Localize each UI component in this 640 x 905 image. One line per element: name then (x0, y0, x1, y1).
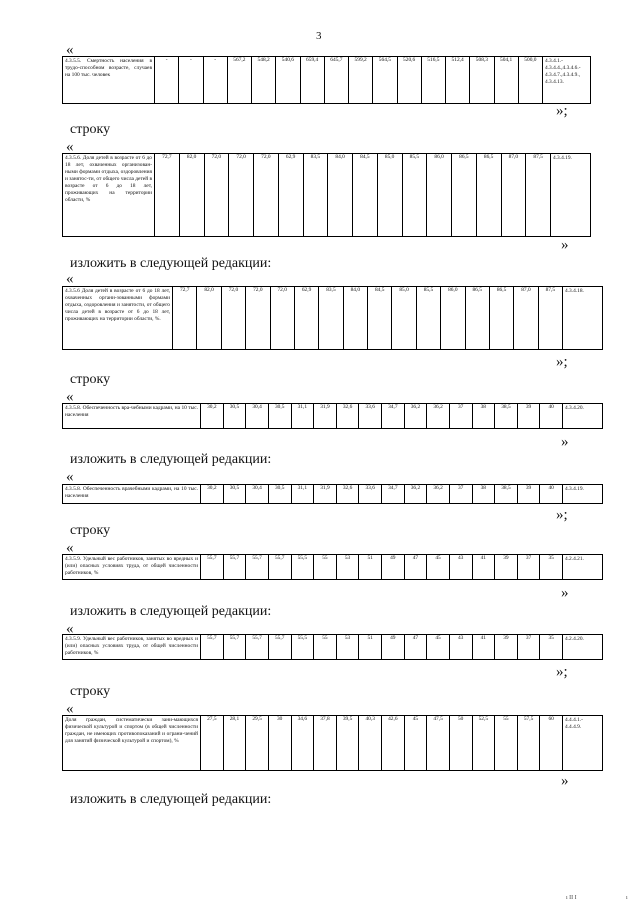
open-quote: « (66, 621, 74, 637)
indicator-value: 27,5 (201, 716, 224, 771)
indicator-value: 36,2 (427, 485, 450, 504)
indicator-value: 37 (517, 635, 540, 660)
indicator-value: 37 (449, 485, 472, 504)
indicator-value: 37,8 (314, 716, 337, 771)
indicator-value: 30,5 (223, 404, 246, 429)
indicator-value: 516,5 (421, 57, 445, 104)
indicator-value: 53 (336, 635, 359, 660)
indicator-value: 85,0 (392, 287, 416, 350)
indicator-value: 28,1 (223, 716, 246, 771)
indicator-value: 45 (427, 555, 450, 580)
indicator-value: 38,5 (495, 485, 518, 504)
indicator-reference: 4.3.4.19. (551, 154, 591, 237)
indicator-value: 49 (382, 635, 405, 660)
indicator-value: 32,6 (336, 485, 359, 504)
indicator-description: 4.3.5.8. Обеспеченность врачебными кадрами, на 10 тыс. населения (63, 485, 201, 504)
indicator-value: 87,5 (526, 154, 551, 237)
indicator-value: 567,2 (227, 57, 251, 104)
indicator-value: 39 (495, 555, 518, 580)
indicator-value: 47,5 (427, 716, 450, 771)
indicator-reference: 4.3.4.19. (563, 485, 603, 504)
close-quote: »; (556, 354, 568, 370)
caption-izlozhit: изложить в следующей редакции: (70, 792, 272, 807)
indicator-value: 62,9 (294, 287, 318, 350)
indicator-value: 30,4 (246, 485, 269, 504)
indicator-value: 512,4 (446, 57, 470, 104)
indicator-value: - (179, 57, 203, 104)
indicator-value: 72,7 (155, 154, 180, 237)
open-quote: « (66, 139, 74, 155)
indicator-value: 55,7 (268, 555, 291, 580)
indicator-value: 87,0 (514, 287, 538, 350)
footer-mark: ı II I (566, 895, 577, 901)
indicator-value: 30,5 (268, 485, 291, 504)
indicator-value: 504,1 (494, 57, 518, 104)
indicator-value: 86,5 (489, 287, 513, 350)
indicator-value: 47 (404, 635, 427, 660)
caption-stroku: строку (70, 523, 111, 538)
indicator-value: 30 (268, 716, 291, 771)
indicator-value: 508,3 (470, 57, 494, 104)
indicator-value: 33,6 (359, 485, 382, 504)
indicator-value: 72,0 (270, 287, 294, 350)
indicator-value: - (203, 57, 227, 104)
indicator-value: 55 (314, 555, 337, 580)
indicator-value: 39,5 (336, 716, 359, 771)
caption-stroku: строку (70, 122, 111, 137)
indicator-description: 4.3.5.5. Смертность населения в трудо-способном возрасте, случаев на 100 тыс. человек (63, 57, 155, 104)
indicator-table-3 (62, 286, 603, 350)
indicator-value: 86,5 (465, 287, 489, 350)
caption-izlozhit: изложить в следующей редакции: (70, 452, 272, 467)
indicator-value: 645,7 (324, 57, 348, 104)
table-row (63, 485, 603, 504)
table-row (63, 635, 603, 660)
indicator-value: 50 (449, 716, 472, 771)
indicator-value: 45 (427, 635, 450, 660)
indicator-table-4 (62, 403, 603, 429)
caption-stroku: строку (70, 372, 111, 387)
indicator-value: 548,2 (252, 57, 276, 104)
indicator-reference: 4.4.4.1.- 4.4.4.9. (563, 716, 603, 771)
indicator-value: 40 (540, 485, 563, 504)
indicator-value: 53 (336, 555, 359, 580)
indicator-value: 30,5 (268, 404, 291, 429)
table-row (63, 716, 603, 771)
indicator-value: 62,9 (278, 154, 303, 237)
indicator-value: 599,2 (349, 57, 373, 104)
indicator-value: 84,0 (328, 154, 353, 237)
indicator-description: 4.3.5.9. Удельный вес работников, занятых во вредных и (или) опасных условиях труда, от общей численности работников, % (63, 635, 201, 660)
indicator-value: 37 (517, 555, 540, 580)
indicator-reference: 4.2.4.21. (563, 555, 603, 580)
indicator-description: 4.3.5.6. Доля детей в возрасте от 6 до 18 лет, охваченных организован-ными формами отдыха, оздоровления и занятос-ти, от общего числа детей в возрасте от 6 до 18 лет, проживающих на территории области, % (63, 154, 155, 237)
indicator-value: 40,3 (359, 716, 382, 771)
table-row (63, 57, 591, 104)
indicator-value: 52,5 (472, 716, 495, 771)
indicator-value: 85,0 (377, 154, 402, 237)
indicator-value: 34,7 (382, 485, 405, 504)
indicator-value: 31,9 (314, 485, 337, 504)
table-row (63, 154, 591, 237)
indicator-table-8 (62, 715, 603, 771)
open-quote: « (66, 42, 74, 58)
indicator-value: 39 (495, 635, 518, 660)
table-row (63, 555, 603, 580)
indicator-value: 38 (472, 404, 495, 429)
indicator-value: 55,7 (223, 555, 246, 580)
indicator-value: 41 (472, 555, 495, 580)
caption-izlozhit: изложить в следующей редакции: (70, 604, 272, 619)
indicator-value: 55 (314, 635, 337, 660)
indicator-value: 72,0 (246, 287, 270, 350)
close-quote: »; (556, 507, 568, 523)
indicator-table-6 (62, 554, 603, 580)
indicator-reference: 4.3.4.1.- 4.3.4.4.,4.3.4.6.- 4.3.4.7.,4.3.4.9., 4.3.4.13. (543, 57, 591, 104)
indicator-value: 84,0 (343, 287, 367, 350)
indicator-value: - (155, 57, 179, 104)
indicator-value: 86,5 (476, 154, 501, 237)
indicator-value: 35 (540, 635, 563, 660)
caption-stroku: строку (70, 684, 111, 699)
indicator-value: 29,5 (246, 716, 269, 771)
indicator-value: 86,0 (427, 154, 452, 237)
indicator-value: 500,0 (518, 57, 542, 104)
indicator-value: 33,6 (359, 404, 382, 429)
indicator-value: 72,0 (254, 154, 279, 237)
close-quote: »; (556, 664, 568, 680)
indicator-value: 55,7 (201, 555, 224, 580)
indicator-description: 4.3.5.9. Удельный вес работников, занятых во вредных и (или) опасных условиях труда, от общей численности работников, % (63, 555, 201, 580)
indicator-description: 4.3.5.6 Доля детей в возрасте от 6 до 18 лет, охваченных органи-зованными формами отдыха, оздоровления и занятости, от общего числа детей в возрасте от 6 до 18 лет, проживающих на территории области, %. (63, 287, 173, 350)
indicator-table-5 (62, 484, 603, 504)
indicator-value: 55,5 (291, 555, 314, 580)
indicator-value: 30,2 (201, 404, 224, 429)
indicator-value: 540,6 (276, 57, 300, 104)
indicator-value: 82,0 (179, 154, 204, 237)
indicator-value: 87,5 (538, 287, 562, 350)
indicator-table-1 (62, 56, 591, 104)
indicator-value: 55,7 (268, 635, 291, 660)
close-quote: » (561, 585, 569, 601)
indicator-value: 31,1 (291, 485, 314, 504)
indicator-value: 72,0 (204, 154, 229, 237)
indicator-value: 55,7 (223, 635, 246, 660)
indicator-reference: 4.3.4.20. (563, 404, 603, 429)
indicator-value: 39 (517, 404, 540, 429)
indicator-value: 55,7 (246, 555, 269, 580)
indicator-value: 55 (495, 716, 518, 771)
indicator-value: 85,5 (402, 154, 427, 237)
indicator-value: 86,0 (441, 287, 465, 350)
indicator-value: 30,4 (246, 404, 269, 429)
footer-tick: ı (626, 895, 628, 901)
indicator-value: 49 (382, 555, 405, 580)
indicator-value: 51 (359, 635, 382, 660)
open-quote: « (66, 701, 74, 717)
indicator-value: 37 (449, 404, 472, 429)
caption-izlozhit: изложить в следующей редакции: (70, 256, 272, 271)
indicator-value: 57,5 (517, 716, 540, 771)
indicator-value: 83,5 (303, 154, 328, 237)
indicator-value: 36,2 (404, 404, 427, 429)
indicator-value: 659,4 (300, 57, 324, 104)
indicator-value: 85,5 (416, 287, 440, 350)
indicator-value: 32,6 (336, 404, 359, 429)
indicator-value: 42,6 (382, 716, 405, 771)
indicator-value: 520,6 (397, 57, 421, 104)
close-quote: » (561, 773, 569, 789)
indicator-value: 87,0 (501, 154, 526, 237)
open-quote: « (66, 389, 74, 405)
close-quote: »; (556, 103, 568, 119)
open-quote: « (66, 271, 74, 287)
close-quote: » (561, 434, 569, 450)
open-quote: « (66, 540, 74, 556)
indicator-description: 4.3.5.8. Обеспеченность вра-чебными кадрами, на 10 тыс. населения (63, 404, 201, 429)
close-quote: » (561, 237, 569, 253)
open-quote: « (66, 469, 74, 485)
page-number: 3 (316, 30, 322, 42)
indicator-value: 55,5 (291, 635, 314, 660)
indicator-value: 40 (540, 404, 563, 429)
indicator-description: Доля граждан, систематически зани-мающихся физической культурой и спортом (в общей численности граждан, не имеющих противопоказаний и ограни-чений для занятий физической культурой и спортом), % (63, 716, 201, 771)
indicator-value: 72,0 (221, 287, 245, 350)
indicator-value: 38 (472, 485, 495, 504)
indicator-value: 55,7 (246, 635, 269, 660)
indicator-value: 83,5 (319, 287, 343, 350)
indicator-value: 43 (449, 635, 472, 660)
indicator-table-7 (62, 634, 603, 660)
indicator-value: 34,7 (382, 404, 405, 429)
indicator-value: 38,5 (495, 404, 518, 429)
indicator-reference: 4.2.4.20. (563, 635, 603, 660)
indicator-table-2 (62, 153, 591, 237)
indicator-value: 72,7 (173, 287, 197, 350)
indicator-value: 60 (540, 716, 563, 771)
indicator-value: 84,5 (368, 287, 392, 350)
indicator-value: 51 (359, 555, 382, 580)
indicator-value: 30,5 (223, 485, 246, 504)
indicator-value: 55,7 (201, 635, 224, 660)
indicator-reference: 4.3.4.18. (563, 287, 603, 350)
indicator-value: 36,2 (404, 485, 427, 504)
indicator-value: 72,0 (229, 154, 254, 237)
table-row (63, 404, 603, 429)
indicator-value: 34,6 (291, 716, 314, 771)
indicator-value: 31,1 (291, 404, 314, 429)
indicator-value: 30,2 (201, 485, 224, 504)
indicator-value: 84,5 (353, 154, 378, 237)
indicator-value: 35 (540, 555, 563, 580)
indicator-value: 82,0 (197, 287, 221, 350)
indicator-value: 86,5 (452, 154, 477, 237)
indicator-value: 41 (472, 635, 495, 660)
indicator-value: 36,2 (427, 404, 450, 429)
indicator-value: 43 (449, 555, 472, 580)
indicator-value: 47 (404, 555, 427, 580)
indicator-value: 45 (404, 716, 427, 771)
indicator-value: 31,9 (314, 404, 337, 429)
indicator-value: 39 (517, 485, 540, 504)
table-row (63, 287, 603, 350)
indicator-value: 564,5 (373, 57, 397, 104)
